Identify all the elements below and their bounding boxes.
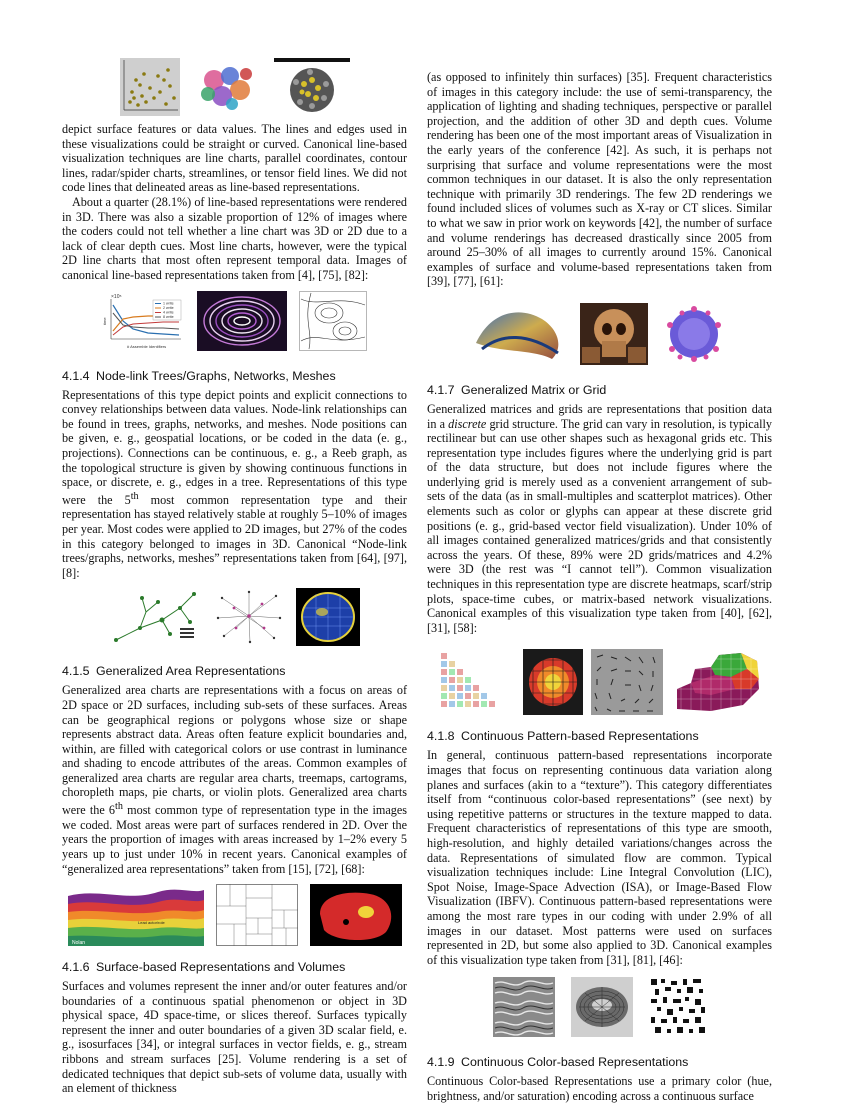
figure-row-node-link [62, 588, 407, 646]
section-title: Surface-based Representations and Volumes [96, 960, 346, 975]
figure-row-matrix [427, 649, 772, 715]
superscript: th [115, 801, 123, 813]
section-title: Generalized Matrix or Grid [461, 382, 607, 397]
figure-streamgraph-thumbnail [68, 884, 204, 946]
section-heading-4-1-8 [427, 729, 772, 744]
section-title: Node-link Trees/Graphs, Networks, Meshes [96, 368, 336, 383]
paragraph-surface-volume: Surfaces and volumes represent the inner and/or outer features and/or boundaries of a continuous spatial phenomenon or object in 3D physical space, 4D space-time, or slices thereof. Surfaces typically represent the inner and outer boundaries of a given 3D scalar field, e. g., isosurfaces [34], or integral surfaces in vector fields, e. g., stream ribbons and stream surfaces [25]. Volume rendering is a set of dedicated techniques that depict sub-sets of volume data, usually with an element of thickness [62, 979, 407, 1096]
section-title: Continuous Color-based Representations [461, 1055, 689, 1070]
figure-graph-thumbnail [214, 588, 284, 646]
paragraph-text: Representations of this type depict points and explicit connections to convey relationships between data values. Node-link relationships can be found in trees, graphs, networks, and meshes. Node positions can be given, e. g., geospatial locations, or be coded in the data (e. g., projections). Connections can be continuous, e. g., a Reeb graph, as the topological structure is given by showing continuous functions in space, or discrete, e. g., edges in a tree. Representations of this type were the 5 [62, 387, 407, 507]
section-heading-4-1-5 [62, 664, 407, 679]
section-title: Continuous Pattern-based Representations [461, 729, 699, 744]
line-chart-xlabel: # Assemble Identifiers [126, 343, 166, 349]
left-column [62, 58, 407, 1096]
paragraph-node-link [62, 388, 407, 581]
figure-lic-texture-thumbnail [493, 977, 555, 1037]
section-heading-4-1-6 [62, 960, 407, 975]
figure-stream-surface-thumbnail [472, 303, 568, 365]
figure-row-volume [427, 303, 772, 365]
section-number: 4.1.4 [62, 368, 90, 383]
figure-scatterplot-thumbnail [120, 58, 180, 116]
figure-row-lines [62, 291, 407, 351]
figure-choropleth-thumbnail [310, 884, 402, 946]
right-column [427, 70, 772, 1104]
section-number: 4.1.7 [427, 382, 455, 397]
paragraph-pattern: In general, continuous pattern-based representations incorporate images that focus on representing continuous data variation along planes and surfaces (akin to a “texture”). This category differentiates itself from “continuous color-based representations” (see next) by using repetitive patterns or structures in the texture mapped to data. Frequent characteristics of representations of this type are smooth, high-resolution, and highly detailed variations/changes across the data. Representations of simulated flow are common. Typical visualization techniques include: Line Integral Convolution (LIC), Spot Noise, Image-Space Advection (ISA), or Image-Based Flow Visualization (IBFV). Continuous pattern-based representations were among the most rare types in our coding with under 2.9% of all images in our dataset. Most patterns were used on surfaces represented in 2D, but some also applied to 3D. Canonical examples of this visualization type taken from [31], [81], [46]: [427, 748, 772, 967]
section-heading-4-1-9 [427, 1055, 772, 1070]
figure-row-pattern [427, 977, 772, 1037]
paragraph-text: most common type of representation type in the images we coded. Most areas were part of surfaces rendered in 2D. Over the years the proportion of images with areas increased by 1–2% every 5 years up to just under 10% in recent years. Canonical examples of “generalized area representations” taken from [15], [72], [68]: [62, 803, 407, 876]
paragraph-area [62, 683, 407, 876]
section-title: Generalized Area Representations [96, 664, 286, 679]
figure-skull-volume-thumbnail [580, 303, 648, 365]
section-number: 4.1.9 [427, 1055, 455, 1070]
line-chart-exponent: ×10⁵ [110, 293, 122, 300]
paragraph-surface-continued: (as opposed to infinitely thin surfaces) [35]. Frequent characteristics of images in this category include: the use of semi-transparency, the application of lighting and shading techniques, perspective or parallel projection, and the addition of other 3D and depth cues. Volume rendering has been one of the most important areas of Visualization in the early years of the conference [42]. As such, it is perhaps not surprising that surface and volume representations were the most common techniques in our dataset. It is also the only representation technique with primarily 3D renderings. The few 2D renderings we found included slices of volumes such as X-ray or CT slices. Similar to what we saw in prior work on keywords [42], the number of surface and volume renderings has decreased drastically since 2005 from around 25–30% of all images to currently around 15%. Canonical examples of surface and volume-based representations taken from [39], [77], [61]: [427, 70, 772, 289]
legend-entry-3: 4 write [162, 310, 174, 315]
section-heading-4-1-7 [427, 383, 772, 398]
figure-tree-thumbnail [110, 588, 202, 646]
paragraph-line-proportions: About a quarter (28.1%) of line-based representations were rendered in 3D. There was also a sizable proportion of 12% of images where the coders could not tell whether a line chart was 3D or 2D due to a lack of clear depth cues. Most line charts, however, were the typical 2D line charts that most often represent temporal data. Images of canonical line-based representations taken from [4], [75], [82]: [62, 194, 407, 282]
streamgraph-label-bottom: Nolan [71, 940, 85, 947]
figure-contour-thumbnail [299, 291, 367, 351]
figure-hexbin-heatmap-thumbnail [523, 649, 583, 715]
streamgraph-label-mid: Lead actor/role [137, 920, 165, 926]
paragraph-text: Generalized matrices and grids are representations that position data in a [427, 401, 772, 431]
figure-tsne-thumbnail [192, 58, 262, 116]
superscript: th [130, 490, 139, 502]
figure-triangular-matrix-thumbnail [437, 649, 515, 715]
legend-entry-1: 1 write [162, 301, 174, 306]
section-number: 4.1.5 [62, 664, 90, 679]
paragraph-color-based: Continuous Color-based Representations use a primary color (hue, brightness, and/or saturation) encoding across a continuous surface [427, 1074, 772, 1103]
figure-torus-texture-thumbnail [571, 977, 633, 1037]
section-heading-4-1-4 [62, 369, 407, 384]
figure-line-chart-thumbnail [103, 291, 185, 351]
figure-row-area [62, 884, 407, 946]
paragraph-text: most common representation type and their representation has stayed relatively stable at roughly 5–10% of images per year. Most codes were applied to 2D images, but 27% of the codes in this category belonged to images in 3D. Canonical “Node-link trees/graphs, networks, meshes” representations taken from [64], [97], [8]: [62, 492, 407, 580]
paragraph-text: Generalized area charts are representations with a focus on areas of 2D space or 2D surfaces, including sub-sets of these surfaces. Areas can be geographical regions or polygons whose size or shape represents abstract data. Areas often feature explicit boundaries and, within, are filled with categorical colors or use contrast in luminance and shading to encode attributes of the areas. Common examples of generalized area charts are regular area charts, treemaps, cartograms, choropleth maps, pie charts, or violin plots. Generalized area charts were the 6 [62, 683, 407, 818]
figure-streamline-thumbnail [197, 291, 287, 351]
line-chart-ylabel: time [101, 316, 107, 325]
paragraph-line-intro: depict surface features or data values. The lines and edges used in these visualizations could be straight or curved. Canonical line-based visualization techniques are line charts, parallel coordinates, contour lines, radar/spider charts, streamlines, or tensor field lines. We did not code lines that delineated areas as line-based representations. [62, 122, 407, 195]
emphasis: discrete [448, 416, 487, 431]
figure-mesh-thumbnail [296, 588, 360, 646]
figure-vector-field-grid-thumbnail [591, 649, 663, 715]
paragraph-matrix-grid [427, 402, 772, 636]
legend-entry-2: 2 write [162, 305, 174, 310]
legend-entry-4: 8 write [162, 314, 174, 319]
figure-virus-volume-thumbnail [660, 303, 728, 365]
section-number: 4.1.6 [62, 960, 90, 975]
figure-sphere-glyph-thumbnail [274, 58, 350, 116]
figure-spot-noise-thumbnail [649, 977, 707, 1037]
figure-treemap-thumbnail [216, 884, 298, 946]
paragraph-text: grid structure. The grid can vary in resolution, is typically rectilinear but can use other shapes such as hexagonal grids etc. This representation type includes figures where the underlying grid is part of the data structure, but does not include figures where the underlying grid is merely used as a convenient arrangement of sub-sets of the data (as in small-multiples and scatterplot matrices). Other elements such as color or glyphs can appear at these discrete grid positions (e. g., grid-based vector field visualization). Under 10% of all images contained generalized matrices/grids and that consistently across the years. Of these, 89% were 2D grids/matrices and 4.2% were 3D (the rest was “I cannot tell”). Common visualization techniques in this representation type are discrete heatmaps, scarf/strip plots, space-time cubes, or matrix-based network visualizations. Canonical examples of this visualization type taken from [40], [62], [31], [58]: [427, 416, 772, 635]
figure-row-points [62, 58, 407, 116]
figure-pixel-map-thumbnail [671, 649, 763, 715]
section-number: 4.1.8 [427, 729, 455, 744]
